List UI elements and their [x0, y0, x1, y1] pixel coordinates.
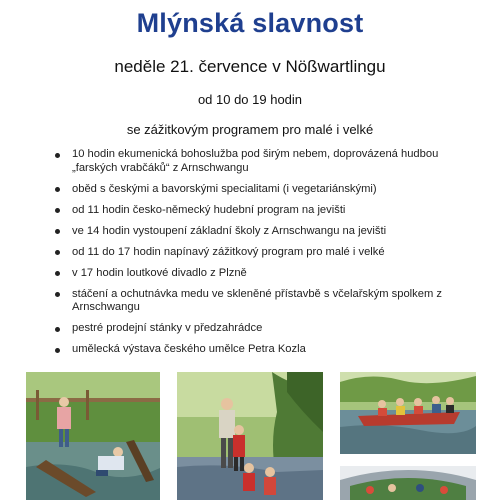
list-item: ve 14 hodin vystoupení základní školy z Arnschwangu na jevišti	[52, 225, 472, 239]
event-date-location: neděle 21. července v Nößwartlingu	[114, 57, 386, 76]
event-time: od 10 do 19 hodin	[197, 92, 303, 107]
children-playing-at-stream-photo	[26, 372, 160, 500]
list-item: 10 hodin ekumenická bohoslužba pod širým nebem, doprovázená hudbou „farských vrabčáků“ z Arnschwangu	[52, 148, 472, 175]
list-item: oběd s českými a bavorskými specialitami (i vegetariánskými)	[52, 183, 472, 197]
list-item: pestré prodejní stánky v předzahrádce	[52, 322, 472, 336]
list-item: umělecká výstava českého umělce Petra Kozla	[52, 343, 472, 357]
group-at-water-photo	[177, 372, 323, 500]
list-item: v 17 hodin loutkové divadlo z Plzně	[52, 267, 472, 281]
list-item: stáčení a ochutnávka medu ve skleněné přístavbě s včelařským spolkem z Arnschwangu	[52, 288, 472, 315]
program-list	[52, 148, 472, 364]
canoe-on-river-photo	[340, 372, 476, 454]
event-tagline: se zážitkovým programem pro malé i velké	[126, 122, 374, 137]
tent-gathering-photo	[340, 466, 476, 500]
list-item: od 11 do 17 hodin napínavý zážitkový program pro malé i velké	[52, 246, 472, 260]
list-item: od 11 hodin česko-německý hudební program na jevišti	[52, 204, 472, 218]
page-title: Mlýnská slavnost	[136, 8, 364, 38]
